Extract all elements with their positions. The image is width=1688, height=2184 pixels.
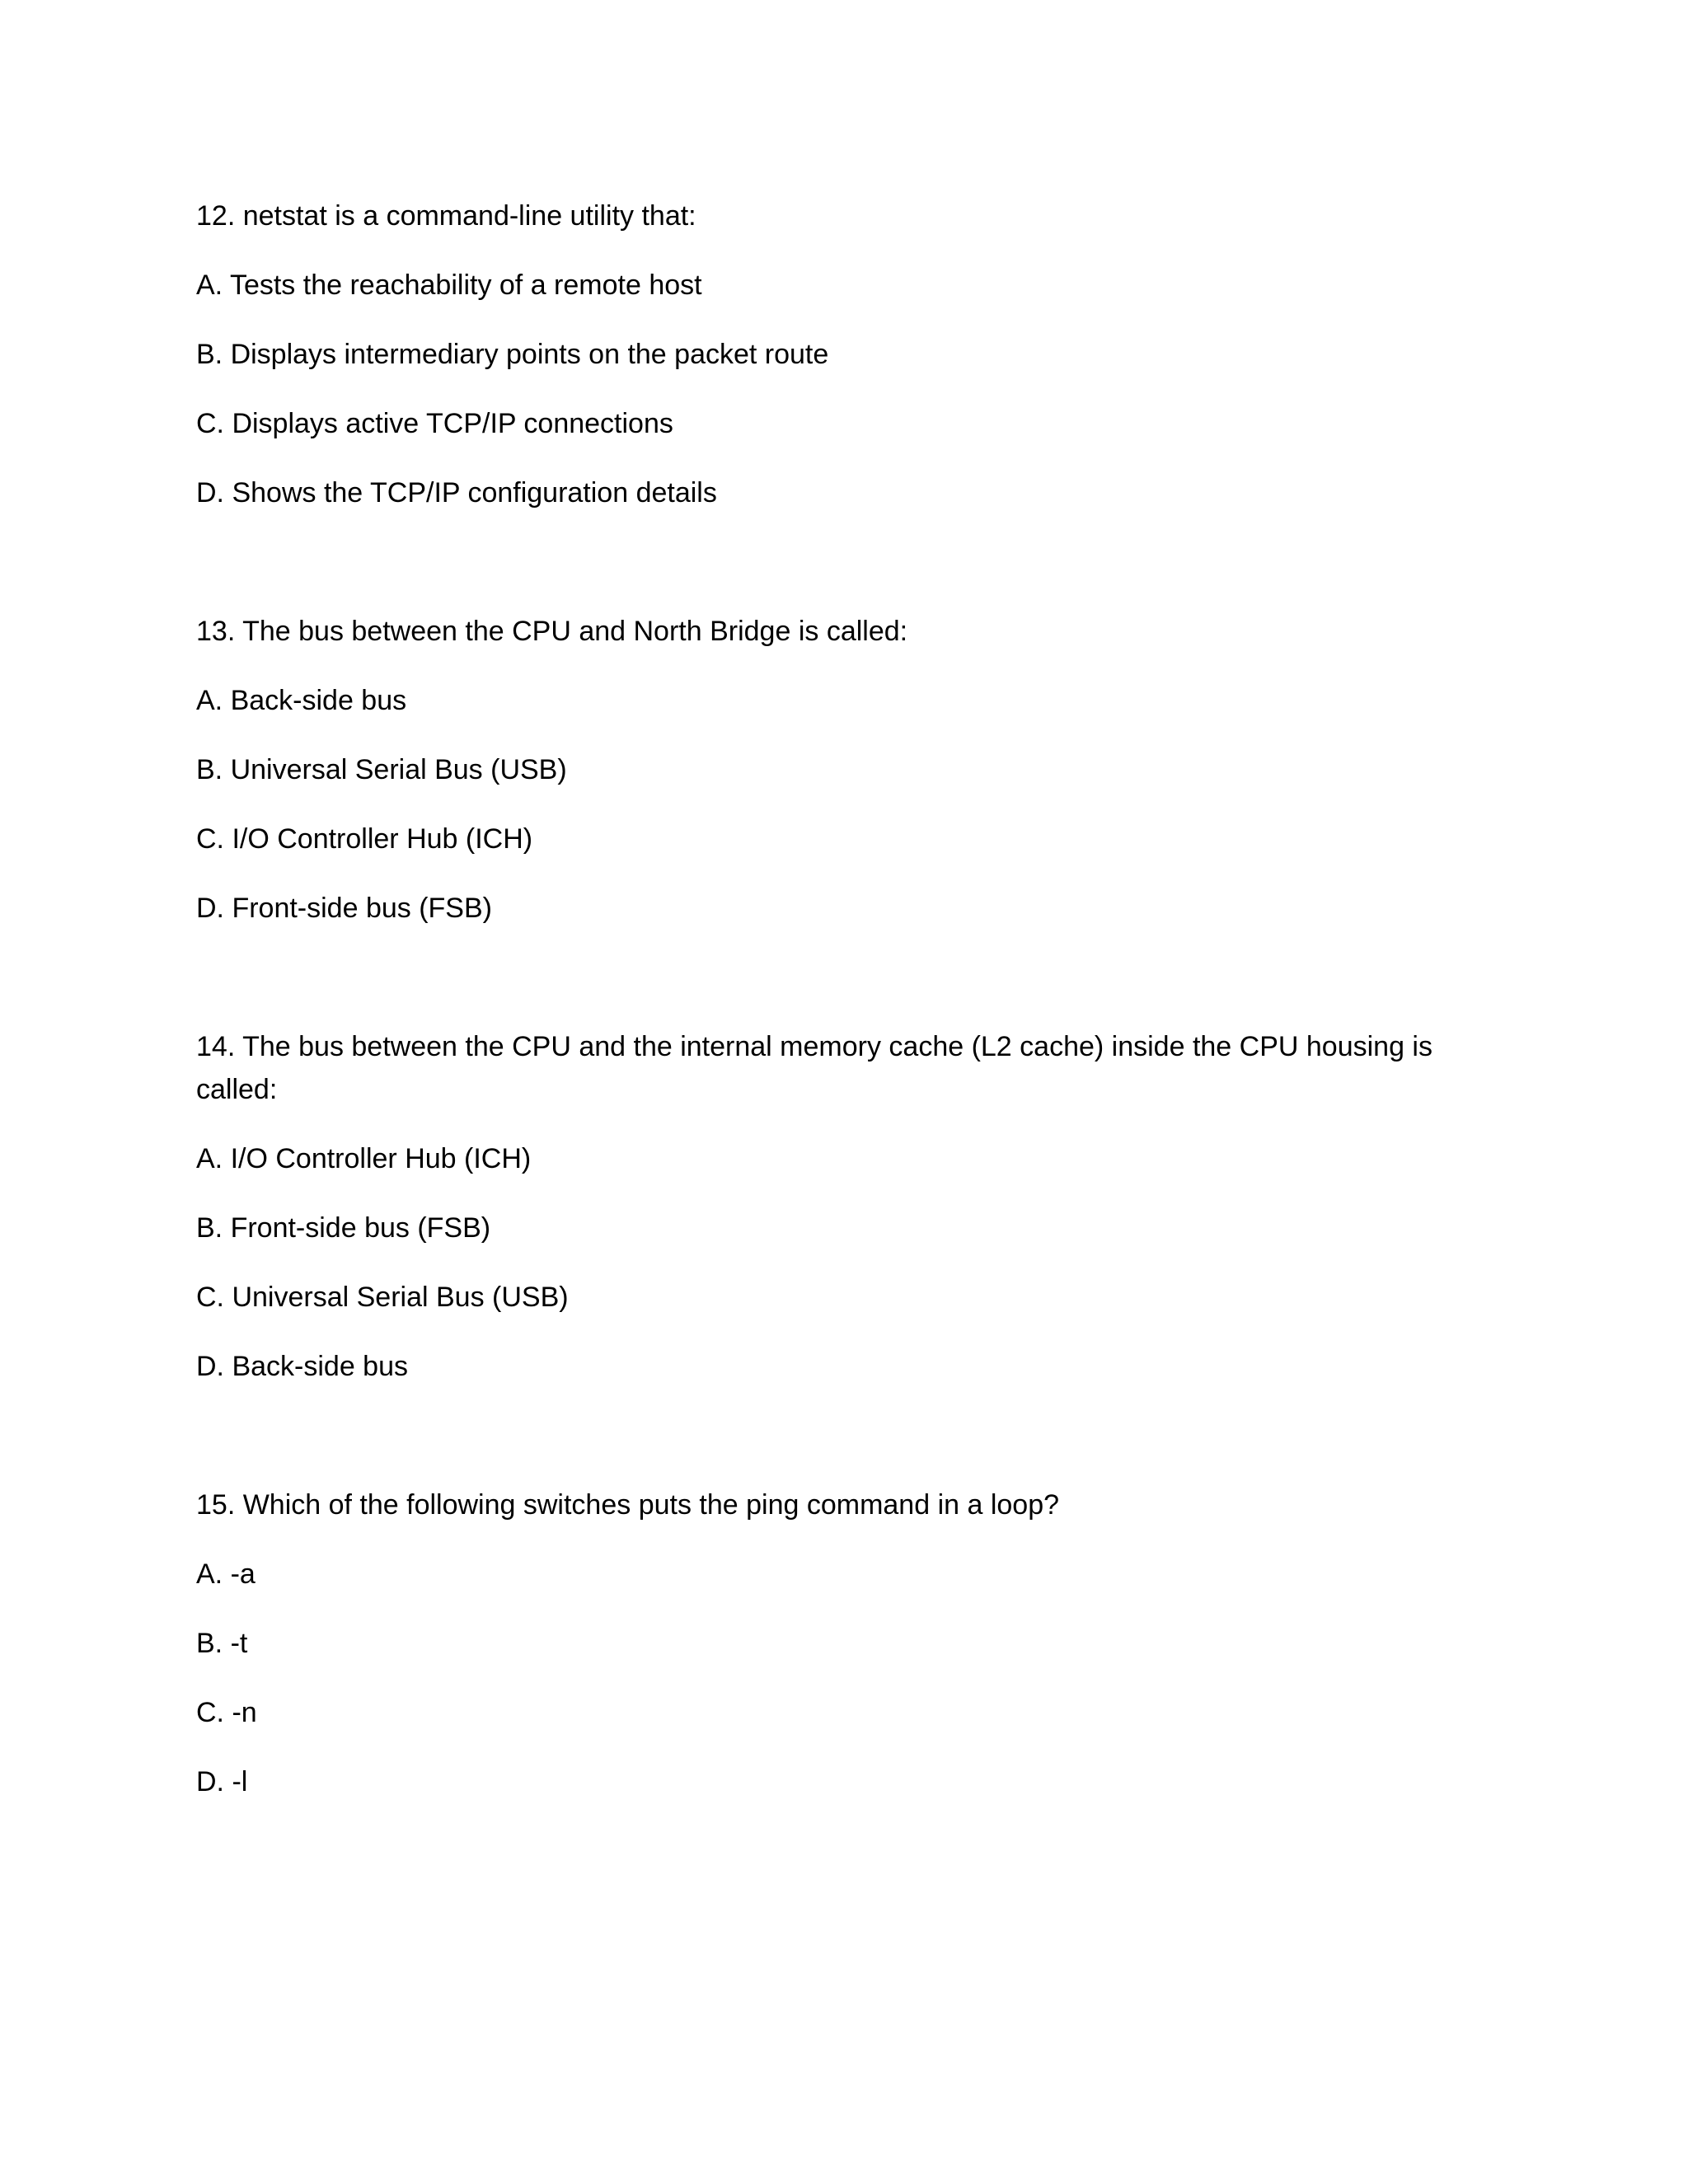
question-stem: 14. The bus between the CPU and the internal memory cache (L2 cache) inside the CPU housing is called:: [196, 1031, 1432, 1105]
answer-option-d: D. Back-side bus: [196, 1351, 408, 1382]
question-stem: 15. Which of the following switches puts the ping command in a loop?: [196, 1489, 1060, 1521]
answer-option-b: B. -t: [196, 1628, 248, 1659]
answer-option-b: B. Universal Serial Bus (USB): [196, 754, 567, 785]
answer-option-d: D. Shows the TCP/IP configuration details: [196, 477, 717, 509]
question-14: [196, 1025, 1432, 1388]
answer-option-a: A. Tests the reachability of a remote host: [196, 269, 702, 301]
question-15: [196, 1483, 1432, 1803]
answer-option-a: A. -a: [196, 1558, 256, 1590]
question-stem: 13. The bus between the CPU and North Bridge is called:: [196, 616, 908, 647]
answer-option-d: D. Front-side bus (FSB): [196, 893, 492, 924]
answer-option-c: C. Displays active TCP/IP connections: [196, 408, 673, 439]
answer-option-a: A. Back-side bus: [196, 685, 407, 716]
question-stem: 12. netstat is a command-line utility that:: [196, 200, 696, 232]
answer-option-a: A. I/O Controller Hub (ICH): [196, 1143, 532, 1174]
answer-option-b: B. Displays intermediary points on the packet route: [196, 339, 829, 370]
answer-option-c: C. I/O Controller Hub (ICH): [196, 823, 533, 855]
answer-option-c: C. Universal Serial Bus (USB): [196, 1282, 569, 1313]
question-12: [196, 194, 1432, 514]
answer-option-d: D. -l: [196, 1766, 248, 1797]
answer-option-b: B. Front-side bus (FSB): [196, 1212, 491, 1244]
question-13: [196, 610, 1432, 930]
answer-option-c: C. -n: [196, 1697, 257, 1728]
